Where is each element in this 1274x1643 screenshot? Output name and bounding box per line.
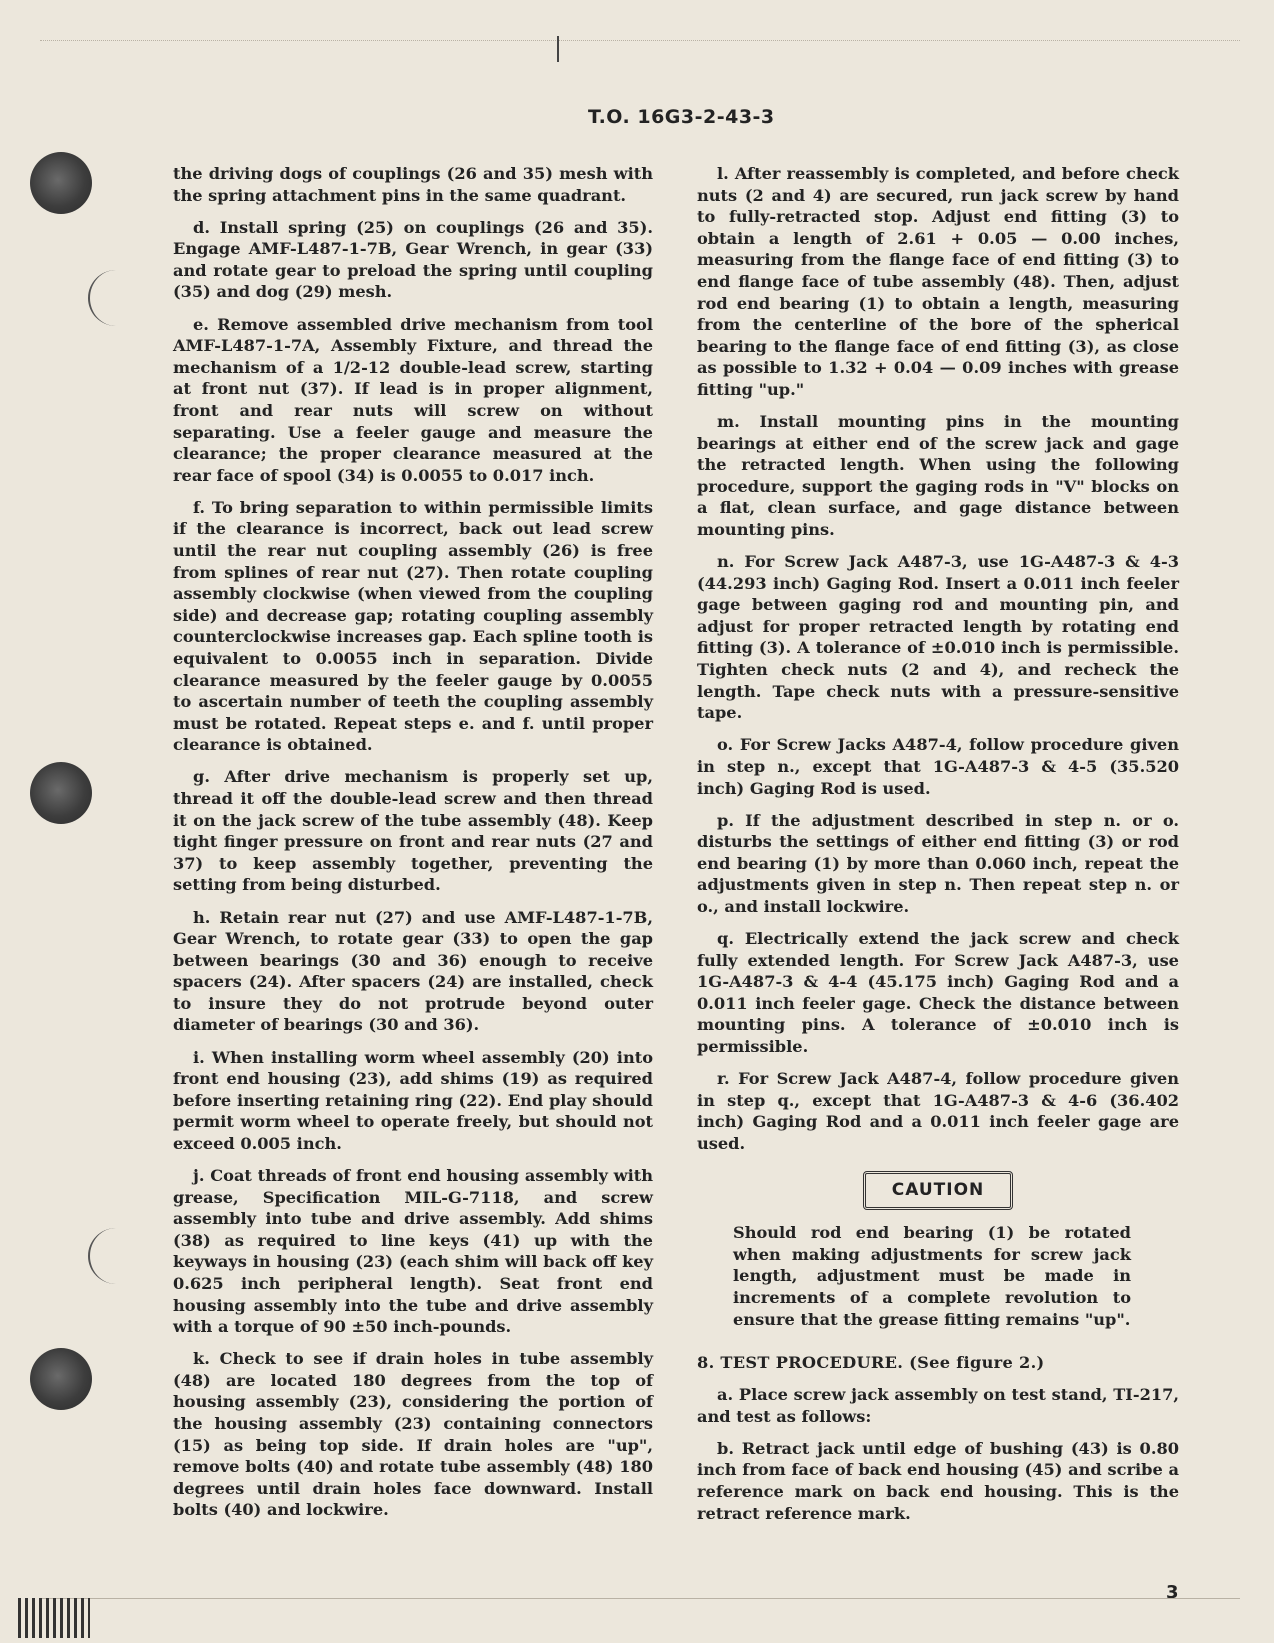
left-column bbox=[173, 163, 653, 1532]
page-number: 3 bbox=[1166, 1582, 1179, 1603]
paragraph-p: p. If the adjustment described in step n. or o. disturbs the settings of either end fitting (3) or rod end bearing (1) by more than 0.060 inch, repeat the adjustments given in step n. Then repeat step n. or o., and install lockwire. bbox=[697, 810, 1179, 916]
paragraph-f: f. To bring separation to within permissible limits if the clearance is incorrect, back out lead screw until the rear nut coupling assembly (26) is free from splines of rear nut (27). Then rotate coupling assembly clockwise (when viewed from the coupling side) and decrease gap; rotating coupling assembly counterclockwise increases gap. Each spline tooth is equivalent to 0.0055 inch in separation. Divide clearance measured by the feeler gauge by 0.0055 to ascertain number of teeth the coupling assembly must be rotated. Repeat steps e. and f. until proper clearance is obtained. bbox=[173, 497, 653, 755]
caution-text: Should rod end bearing (1) be rotated when making adjustments for screw jack length, adjustment must be made in increments of a complete revolution to ensure that the grease fitting remains "up". bbox=[733, 1223, 1131, 1329]
binder-hole-icon bbox=[30, 1348, 92, 1410]
paragraph-o: o. For Screw Jacks A487-4, follow procedure given in step n., except that 1G-A487-3 & 4-5 (35.520 inch) Gaging Rod is used. bbox=[697, 735, 1179, 798]
section-8-title: 8. TEST PROCEDURE. (See figure 2.) bbox=[697, 1353, 1045, 1373]
paragraph-j: j. Coat threads of front end housing assembly with grease, Specification MIL-G-7118, and screw assembly into tube and drive assembly. Add shims (38) as required to line keys (41) up with the keyways in housing (23) (each shim will back off key 0.625 inch peripheral length). Seat front end housing assembly into the tube and drive assembly with a torque of 90 ±50 inch-pounds. bbox=[173, 1166, 653, 1337]
top-tick-mark bbox=[557, 36, 559, 62]
paragraph-l: l. After reassembly is completed, and before check nuts (2 and 4) are secured, run jack screw by hand to fully-retracted stop. Adjust end fitting (3) to obtain a length of 2.61 + 0.05 — 0.00 inches, measuring from the flange face of end fitting (3) to end flange face of tube assembly (48). Then, adjust rod end bearing (1) to obtain a length, measuring from the centerline of the bore of the spherical bearing to the flange face of end fitting (3), as close as possible to 1.32 + 0.04 — 0.09 inches with grease fitting "up." bbox=[697, 164, 1179, 399]
paragraph-e: e. Remove assembled drive mechanism from tool AMF-L487-1-7A, Assembly Fixture, and thread the mechanism of a 1/2-12 double-lead screw, starting at front nut (37). If lead is in proper alignment, front and rear nuts will screw on without separating. Use a feeler gauge and measure the clearance; the proper clearance measured at the rear face of spool (34) is 0.0055 to 0.017 inch. bbox=[173, 314, 653, 485]
binder-arc-icon bbox=[88, 1228, 118, 1284]
paragraph-r: r. For Screw Jack A487-4, follow procedure given in step q., except that 1G-A487-3 & 4-6 (36.402 inch) Gaging Rod and a 0.011 inch feeler gage are used. bbox=[697, 1069, 1179, 1153]
paragraph-n: n. For Screw Jack A487-3, use 1G-A487-3 & 4-3 (44.293 inch) Gaging Rod. Insert a 0.011 inch feeler gage between gaging rod and mounting pin, and adjust for proper retracted length by rotating end fitting (3). A tolerance of ±0.010 inch is permissible. Tighten check nuts (2 and 4), and recheck the length. Tape check nuts with a pressure-sensitive tape. bbox=[697, 552, 1179, 723]
right-column bbox=[697, 163, 1179, 1535]
paragraph-i: i. When installing worm wheel assembly (20) into front end housing (23), add shims (19) as required before inserting retaining ring (22). End play should permit worm wheel to operate freely, but should not exceed 0.005 inch. bbox=[173, 1047, 653, 1153]
caution-box bbox=[697, 1171, 1179, 1211]
binder-hole-icon bbox=[30, 762, 92, 824]
paragraph-g: g. After drive mechanism is properly set up, thread it off the double-lead screw and then thread it on the jack screw of the tube assembly (48). Keep tight finger pressure on front and rear nuts (27 and 37) to keep assembly together, preventing the setting from being disturbed. bbox=[173, 767, 653, 895]
paragraph-8b: b. Retract jack until edge of bushing (43) is 0.80 inch from face of back end housing (45) and scribe a reference mark on back end housing. This is the retract reference mark. bbox=[697, 1438, 1179, 1523]
top-edge-line bbox=[40, 40, 1240, 41]
binder-hole-icon bbox=[30, 152, 92, 214]
paragraph-k: k. Check to see if drain holes in tube assembly (48) are located 180 degrees from the top of housing assembly (23), considering the portion of the housing assembly (23) containing connectors (15) as being top side. If drain holes are "up", remove bolts (40) and rotate tube assembly (48) 180 degrees until drain holes face downward. Install bolts (40) and lockwire. bbox=[173, 1349, 653, 1520]
paragraph-m: m. Install mounting pins in the mounting bearings at either end of the screw jack and gage the retracted length. When using the following procedure, support the gaging rods in "V" blocks on a flat, clean surface, and gage distance between mounting pins. bbox=[697, 412, 1179, 539]
edge-tab-marks bbox=[18, 1598, 90, 1638]
paragraph-h: h. Retain rear nut (27) and use AMF-L487-1-7B, Gear Wrench, to rotate gear (33) to open the gap between bearings (30 and 36) enough to receive spacers (24). After spacers (24) are installed, check to insure they do not protrude beyond outer diameter of bearings (30 and 36). bbox=[173, 907, 653, 1035]
paragraph-d: d. Install spring (25) on couplings (26 and 35). Engage AMF-L487-1-7B, Gear Wrench, in gear (33) and rotate gear to preload the spring until coupling (35) and dog (29) mesh. bbox=[173, 217, 653, 302]
paragraph-continuation: the driving dogs of couplings (26 and 35) mesh with the spring attachment pins in the same quadrant. bbox=[173, 164, 653, 205]
binder-arc-icon bbox=[88, 270, 118, 326]
document-number: T.O. 16G3-2-43-3 bbox=[588, 106, 775, 128]
caution-label: CAUTION bbox=[863, 1171, 1014, 1211]
paragraph-q: q. Electrically extend the jack screw and check fully extended length. For Screw Jack A487-3, use 1G-A487-3 & 4-4 (45.175 inch) Gaging Rod and a 0.011 inch feeler gage. Check the distance between mounting pins. A tolerance of ±0.010 inch is permissible. bbox=[697, 929, 1179, 1057]
bottom-edge-line bbox=[40, 1598, 1240, 1599]
paragraph-8a: a. Place screw jack assembly on test stand, TI-217, and test as follows: bbox=[697, 1385, 1179, 1426]
